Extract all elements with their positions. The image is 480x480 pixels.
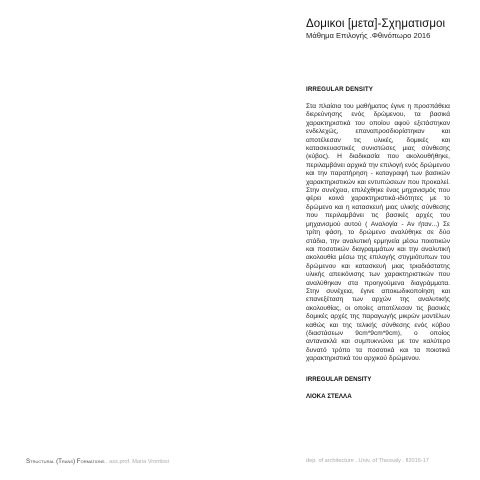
footer-department: dep. of architecture . Univ. of Thessaly . fl2016-17	[306, 458, 429, 464]
course-term: Φθινόπωρο 2016	[371, 31, 431, 40]
professor-name: . ass.prof. Maria Vrontissi	[106, 459, 169, 465]
course-subtitle	[306, 31, 431, 40]
project-description	[306, 86, 450, 400]
page-title: Δομικοι [μετα]-Σχηματισμοι	[306, 18, 446, 30]
page-header	[306, 18, 476, 40]
section-title: IRREGULAR DENSITY	[306, 86, 374, 93]
course-name: Structural (Trans) Formations	[26, 458, 105, 465]
footer-course-info	[26, 458, 169, 465]
project-title: IRREGULAR DENSITY	[306, 375, 372, 383]
author-name: ΛΙΟΚΑ ΣΤΕΛΛΑ	[306, 392, 352, 400]
course-type: Μάθημα Επιλογής .	[306, 31, 372, 40]
description-paragraph: Στα πλαίσια του μαθήματος έγινε η προσπάθεια διερεύνησης ενός δρώμενου, τα βασικά χαρακτηριστικά του οποίου αφού εξετάστηκαν ενδελεχώς, επαναπροσδιορίστηκαν και αποτέλεσαν τις υλικές, δομικές και κατασκευαστικές συνιστώσες μιας σύνθεσης (κύβος). Η διαδικασία που ακολουθήθηκε, περιλαμβάνει αρχικά την επιλογή ενός δρώμενου και την παρατήρηση - καταγραφή των βασικών χαρακτηριστικών και εντυπώσεων που προκαλεί. Στην συνέχεια, επιλέχθηκε ένας μηχανισμός που φέρει κοινά χαρακτηριστικά-ιδιότητες με το δρώμενο και η κατασκευή μιας υλικής σύνθεσης που περιλαμβάνει τις βασικές αρχές του μηχανισμού αυτού ( Αναλογία - Αν ήταν...) Σε τρίτη φάση, το δρώμενο αναλύθηκε σε δύο στάδια, την αναλυτική ερμηνεία μέσω ποιοτικών και ποσοτικών διαγραμμάτων και την αναλυτική ακολουθία μέσω της επιλογής στιγμιότυπων του δρώμενου και κατασκευή μιας τριαδιάστατης υλικής απεικόνισης των χαρακτηριστικών που αναλύθηκαν στα προηγούμενα διαγράμματα. Στην συνέχεια, έγινε αποκωδικοποίηση και επανεξέταση των αρχών της αναλυτικής ακολουθίας, οι οποίες αποτέλεσαν τις βασικές δομικές αρχές της παραγωγής μικρών μοντέλων καθώς και της τελικής σύνθεσης ενός κύβου (διαστάσεων 9cm*9cm*9cm), ο οποίος αντανακλά και συμπυκνώνει με τον καλύτερο δυνατό τρόπο τα ποσοτικά και τα ποιοτικά χαρακτηριστικά του αρχικού δρώμενου.	[306, 103, 450, 363]
